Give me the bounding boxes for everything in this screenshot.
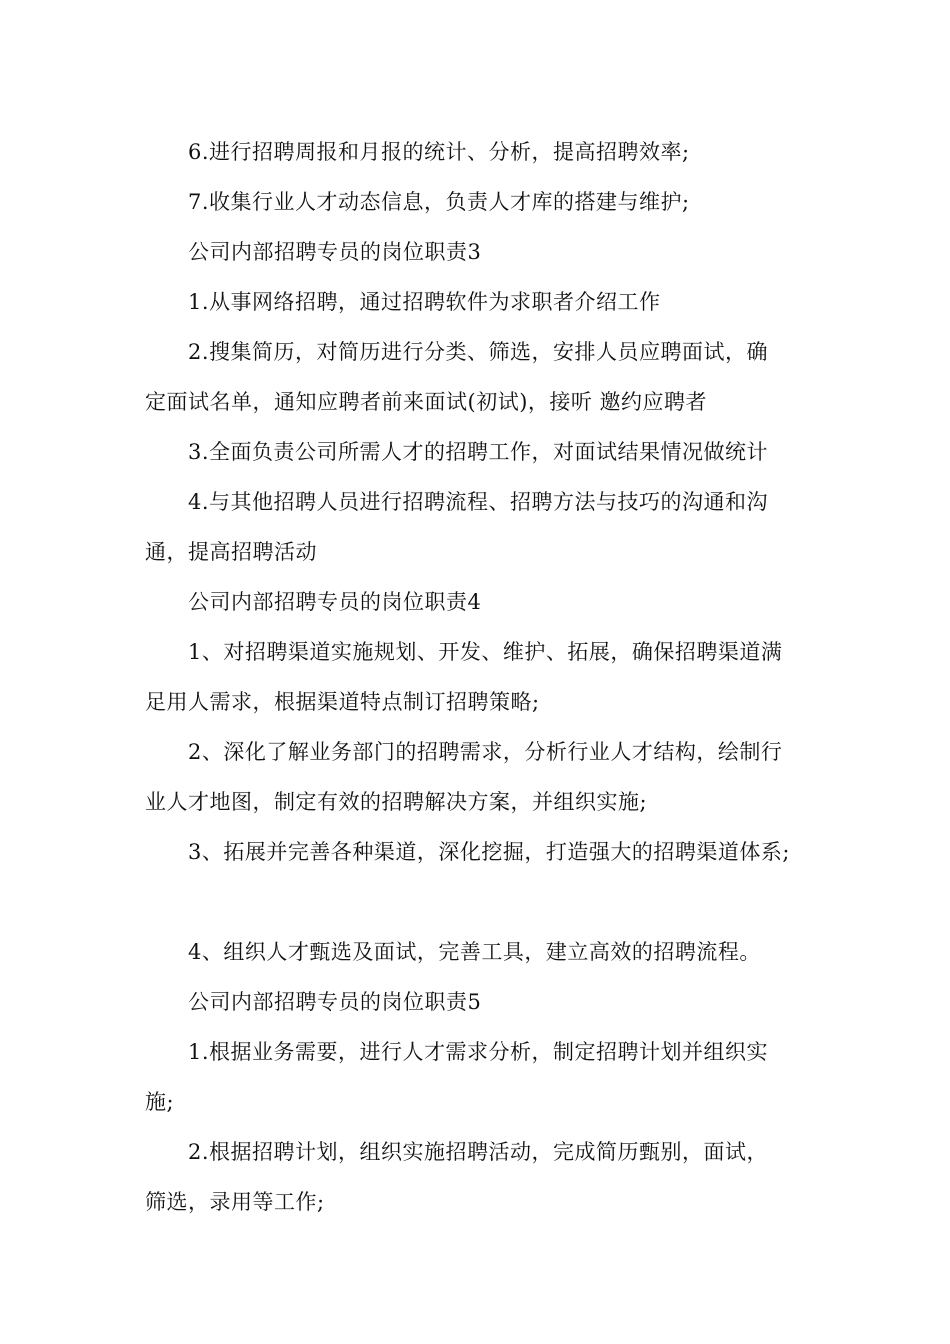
text-line-item-6: 6.进行招聘周报和月报的统计、分析，提高招聘效率; [188, 140, 690, 164]
text-line-s3-item-3: 3.全面负责公司所需人才的招聘工作，对面试结果情况做统计 [188, 440, 769, 464]
section-heading-4: 公司内部招聘专员的岗位职责4 [188, 590, 482, 614]
text-line-s4-item-2: 2、深化了解业务部门的招聘需求，分析行业人才结构，绘制行 [188, 740, 783, 764]
text-line-s4-item-1-cont: 足用人需求，根据渠道特点制订招聘策略; [145, 690, 540, 714]
text-line-s4-item-1: 1、对招聘渠道实施规划、开发、维护、拓展，确保招聘渠道满 [188, 640, 783, 664]
section-heading-5: 公司内部招聘专员的岗位职责5 [188, 990, 482, 1014]
text-line-s3-item-2-cont: 定面试名单，通知应聘者前来面试(初试)，接听 邀约应聘者 [145, 390, 708, 414]
text-line-s5-item-2-cont: 筛选，录用等工作; [145, 1190, 325, 1214]
text-line-s5-item-1-cont: 施; [145, 1090, 175, 1114]
text-line-s3-item-4: 4.与其他招聘人员进行招聘流程、招聘方法与技巧的沟通和沟 [188, 490, 769, 514]
text-line-s3-item-4-cont: 通，提高招聘活动 [145, 540, 317, 564]
text-line-s5-item-1: 1.根据业务需要，进行人才需求分析，制定招聘计划并组织实 [188, 1040, 769, 1064]
text-line-s3-item-2: 2.搜集简历，对简历进行分类、筛选，安排人员应聘面试，确 [188, 340, 769, 364]
text-line-item-7: 7.收集行业人才动态信息，负责人才库的搭建与维护; [188, 190, 690, 214]
text-line-s4-item-2-cont: 业人才地图，制定有效的招聘解决方案，并组织实施; [145, 790, 648, 814]
text-line-s4-item-4: 4、组织人才甄选及面试，完善工具，建立高效的招聘流程。 [188, 940, 761, 964]
text-line-s3-item-1: 1.从事网络招聘，通过招聘软件为求职者介绍工作 [188, 290, 661, 314]
section-heading-3: 公司内部招聘专员的岗位职责3 [188, 240, 482, 264]
text-line-s4-item-3: 3、拓展并完善各种渠道，深化挖掘，打造强大的招聘渠道体系; [188, 840, 790, 864]
text-line-s5-item-2: 2.根据招聘计划，组织实施招聘活动，完成简历甄别，面试， [188, 1140, 769, 1164]
